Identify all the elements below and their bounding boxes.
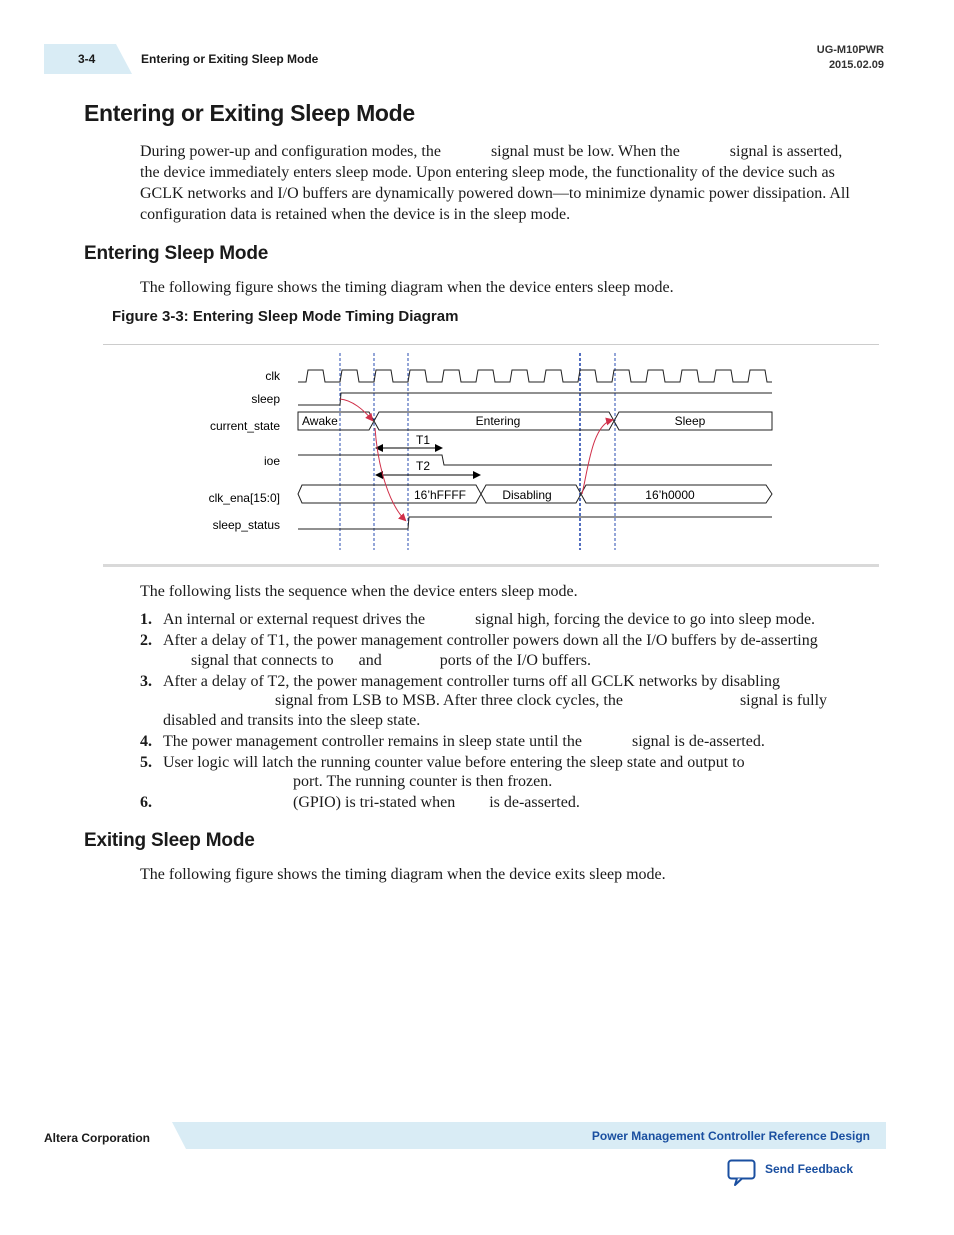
list-item: [140, 753, 870, 792]
list-item: [140, 732, 870, 752]
clk-waveform: [298, 370, 772, 382]
header-section-title: Entering or Exiting Sleep Mode: [141, 52, 319, 66]
footer-doc-title[interactable]: Power Management Controller Reference Design: [591, 1129, 870, 1143]
list-item: [140, 672, 870, 731]
step-text: signal that connects to: [191, 651, 334, 669]
timing-diagram: [0, 0, 954, 600]
step-text: User logic will latch the running counter value before entering the sleep state and output to: [163, 753, 745, 771]
t1-label: T1: [416, 433, 431, 447]
clk-ena-disabling: Disabling: [502, 488, 552, 502]
sleep-waveform: [298, 393, 772, 405]
signal-label-clk-ena: clk_ena[15:0]: [208, 491, 280, 505]
signal-label-sleep: sleep: [251, 392, 280, 406]
step-text: signal high, forcing the device to go into sleep mode.: [475, 611, 816, 628]
page-number: 3-4: [78, 52, 96, 66]
step-text: is de-asserted.: [489, 794, 580, 811]
step-text: and: [358, 651, 382, 669]
clk-ena-ffff: 16’hFFFF: [413, 488, 467, 502]
footer-company: Altera Corporation: [44, 1131, 151, 1145]
arrow-disabling-to-sleep: [582, 420, 612, 494]
step-text: After a delay of T2, the power management controller turns off all GCLK networks by disabling: [163, 672, 781, 690]
signal-label-current-state: current_state: [209, 419, 280, 433]
step-number: 4.: [140, 732, 152, 750]
step-text: (GPIO) is tri-stated when: [293, 794, 456, 811]
step-text: ports of the I/O buffers.: [439, 651, 591, 669]
arrow-entering-to-sleep-status: [375, 428, 405, 520]
clk-ena-0000: 16’h0000: [645, 488, 695, 502]
step-number: 1.: [140, 611, 152, 628]
sleep-status-waveform: [298, 517, 772, 529]
entering-lead: The following figure shows the timing diagram when the device enters sleep mode.: [140, 279, 674, 296]
doc-date: 2015.02.09: [828, 59, 884, 71]
signal-label-ioe: ioe: [263, 454, 280, 468]
state-awake: Awake: [302, 414, 338, 428]
after-figure-text: The following lists the sequence when the device enters sleep mode.: [140, 583, 578, 600]
list-item: [140, 793, 870, 813]
send-feedback-link[interactable]: Send Feedback: [765, 1162, 854, 1176]
figure-caption: Figure 3-3: Entering Sleep Mode Timing Diagram: [112, 308, 459, 325]
intro-text-3: signal is: [729, 143, 783, 160]
list-item: [140, 610, 870, 630]
signal-label-sleep-status: sleep_status: [212, 518, 280, 532]
step-text: signal is fully: [739, 692, 828, 709]
signal-label-clk: clk: [265, 369, 280, 383]
entering-heading: Entering Sleep Mode: [84, 243, 269, 264]
feedback-icon[interactable]: [727, 1159, 757, 1187]
step-number: 6.: [140, 794, 152, 811]
step-text: After a delay of T1, the power management controller powers down all the I/O buffers by de-asserting: [163, 632, 818, 649]
step-text: signal from LSB to MSB. After three clock cycles, the: [275, 692, 623, 709]
intro-text-2: signal must be low. When the: [490, 143, 680, 160]
t2-label: T2: [416, 459, 431, 473]
step-number: 2.: [140, 632, 152, 649]
state-sleep: Sleep: [674, 414, 706, 428]
doc-id: UG-M10PWR: [816, 44, 884, 56]
step-number: 5.: [140, 753, 152, 771]
arrow-sleep-to-entering: [340, 399, 372, 420]
ioe-waveform: [298, 455, 772, 465]
step-number: 3.: [140, 672, 152, 690]
exiting-lead: The following figure shows the timing diagram when the device exits sleep mode.: [140, 866, 666, 883]
sequence-list: [140, 610, 870, 814]
step-text: signal is de-asserted.: [631, 732, 765, 750]
list-item: [140, 631, 870, 670]
step-text: The power management controller remains in sleep state until the: [163, 732, 582, 750]
step-text: disabled and transits into the sleep state.: [163, 711, 421, 729]
state-entering: Entering: [475, 414, 521, 428]
guide-lines: [340, 353, 615, 550]
exiting-heading: Exiting Sleep Mode: [84, 830, 255, 851]
step-text: port. The running counter is then frozen.: [293, 773, 553, 790]
step-text: An internal or external request drives the: [163, 611, 426, 628]
intro-text-1: During power-up and configuration modes, the: [140, 143, 441, 160]
intro-text-4: asserted, the device immediately enters sleep mode. Upon entering sleep mode, the functionality of the device such as GCLK networks and I/O buffers are dynamically powered down—to minimize dynamic power dissipation. All configuration data is retained when the device is in the sleep mode.: [140, 143, 850, 223]
page-title: Entering or Exiting Sleep Mode: [84, 100, 415, 126]
